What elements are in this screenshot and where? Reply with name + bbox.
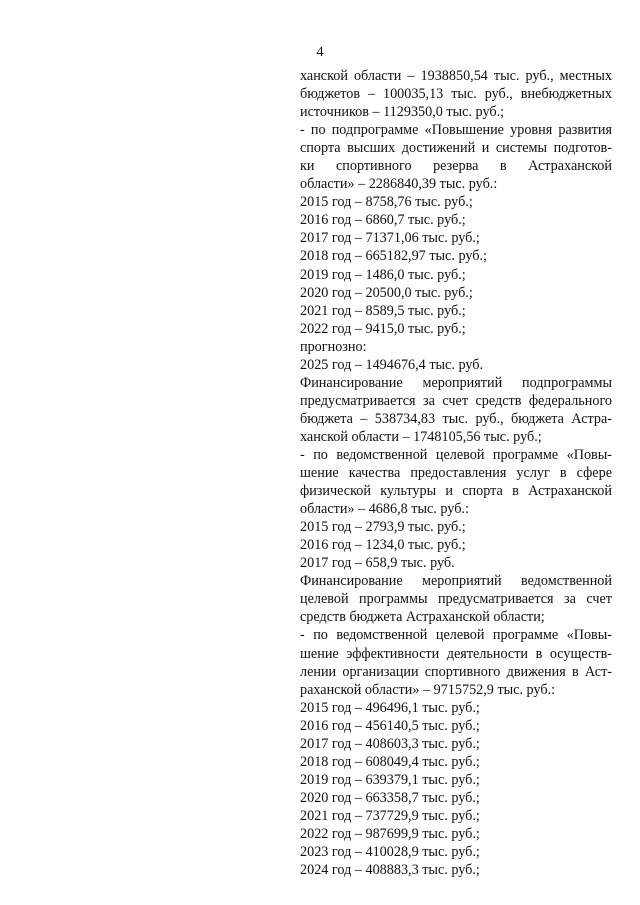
text-line: 2017 год – 408603,3 тыс. руб.;	[300, 735, 480, 752]
text-line: 2022 год – 987699,9 тыс. руб.;	[300, 825, 480, 842]
text-line: бюджета – 538734,83 тыс. руб., бюджета Астра-	[300, 410, 612, 427]
text-line: ханской области – 1938850,54 тыс. руб., местных	[300, 68, 612, 84]
text-line: бюджетов – 100035,13 тыс. руб., внебюджетных	[300, 86, 612, 103]
text-line: физической культуры и спорта в Астраханской	[300, 483, 612, 500]
text-line: спорта высших достижений и системы подготов-	[300, 140, 612, 157]
text-line: 2025 год – 1494676,4 тыс. руб.	[300, 356, 484, 373]
text-line: лении организации спортивного движения в Аст-	[300, 663, 612, 680]
page-number: 4	[316, 44, 324, 60]
text-line: средств бюджета Астраханской области;	[300, 609, 545, 626]
text-line: Финансирование мероприятий подпрограммы	[300, 374, 612, 391]
text-line: 2018 год – 608049,4 тыс. руб.;	[300, 753, 480, 770]
text-line: шение качества предоставления услуг в сфере	[300, 465, 612, 482]
text-line: Финансирование мероприятий ведомственной	[300, 573, 612, 590]
text-line: 2016 год – 1234,0 тыс. руб.;	[300, 537, 466, 554]
text-line: 2016 год – 6860,7 тыс. руб.;	[300, 212, 466, 229]
text-line: 2021 год – 737729,9 тыс. руб.;	[300, 807, 480, 824]
text-line: ки спортивного резерва в Астраханской	[300, 158, 612, 175]
text-line: ханской области – 1748105,56 тыс. руб.;	[300, 428, 542, 445]
text-line: 2015 год – 2793,9 тыс. руб.;	[300, 519, 466, 536]
text-line: 2024 год – 408883,3 тыс. руб.;	[300, 862, 480, 879]
text-line: источников – 1129350,0 тыс. руб.;	[300, 104, 505, 121]
text-line: 2023 год – 410028,9 тыс. руб.;	[300, 844, 480, 861]
text-line: целевой программы предусматривается за счет	[300, 591, 612, 608]
text-line: 2015 год – 496496,1 тыс. руб.;	[300, 699, 480, 716]
text-line: 2020 год – 20500,0 тыс. руб.;	[300, 284, 473, 301]
text-line: раханской области» – 9715752,9 тыс. руб.:	[300, 681, 556, 698]
document-text-block	[300, 67, 612, 879]
text-line: 2017 год – 658,9 тыс. руб.	[300, 555, 455, 572]
text-line: 2020 год – 663358,7 тыс. руб.;	[300, 789, 480, 806]
text-line: - по ведомственной целевой программе «Повы-	[300, 627, 612, 644]
text-line: 2019 год – 1486,0 тыс. руб.;	[300, 266, 466, 283]
text-line: прогнозно:	[300, 338, 367, 355]
text-line: 2016 год – 456140,5 тыс. руб.;	[300, 717, 480, 734]
text-line: 2015 год – 8758,76 тыс. руб.;	[300, 194, 473, 211]
text-line: 2018 год – 665182,97 тыс. руб.;	[300, 248, 487, 265]
text-line: 2022 год – 9415,0 тыс. руб.;	[300, 320, 466, 337]
text-line: области» – 4686,8 тыс. руб.:	[300, 501, 469, 518]
text-line: области» – 2286840,39 тыс. руб.:	[300, 176, 498, 193]
text-line: шение эффективности деятельности в осуществ-	[300, 645, 612, 662]
text-line: - по ведомственной целевой программе «Повы-	[300, 446, 612, 463]
text-line: 2017 год – 71371,06 тыс. руб.;	[300, 230, 480, 247]
text-line: - по подпрограмме «Повышение уровня развития	[300, 122, 612, 139]
text-line: 2019 год – 639379,1 тыс. руб.;	[300, 771, 480, 788]
text-line: 2021 год – 8589,5 тыс. руб.;	[300, 302, 466, 319]
text-line: предусматривается за счет средств федерального	[300, 392, 612, 409]
